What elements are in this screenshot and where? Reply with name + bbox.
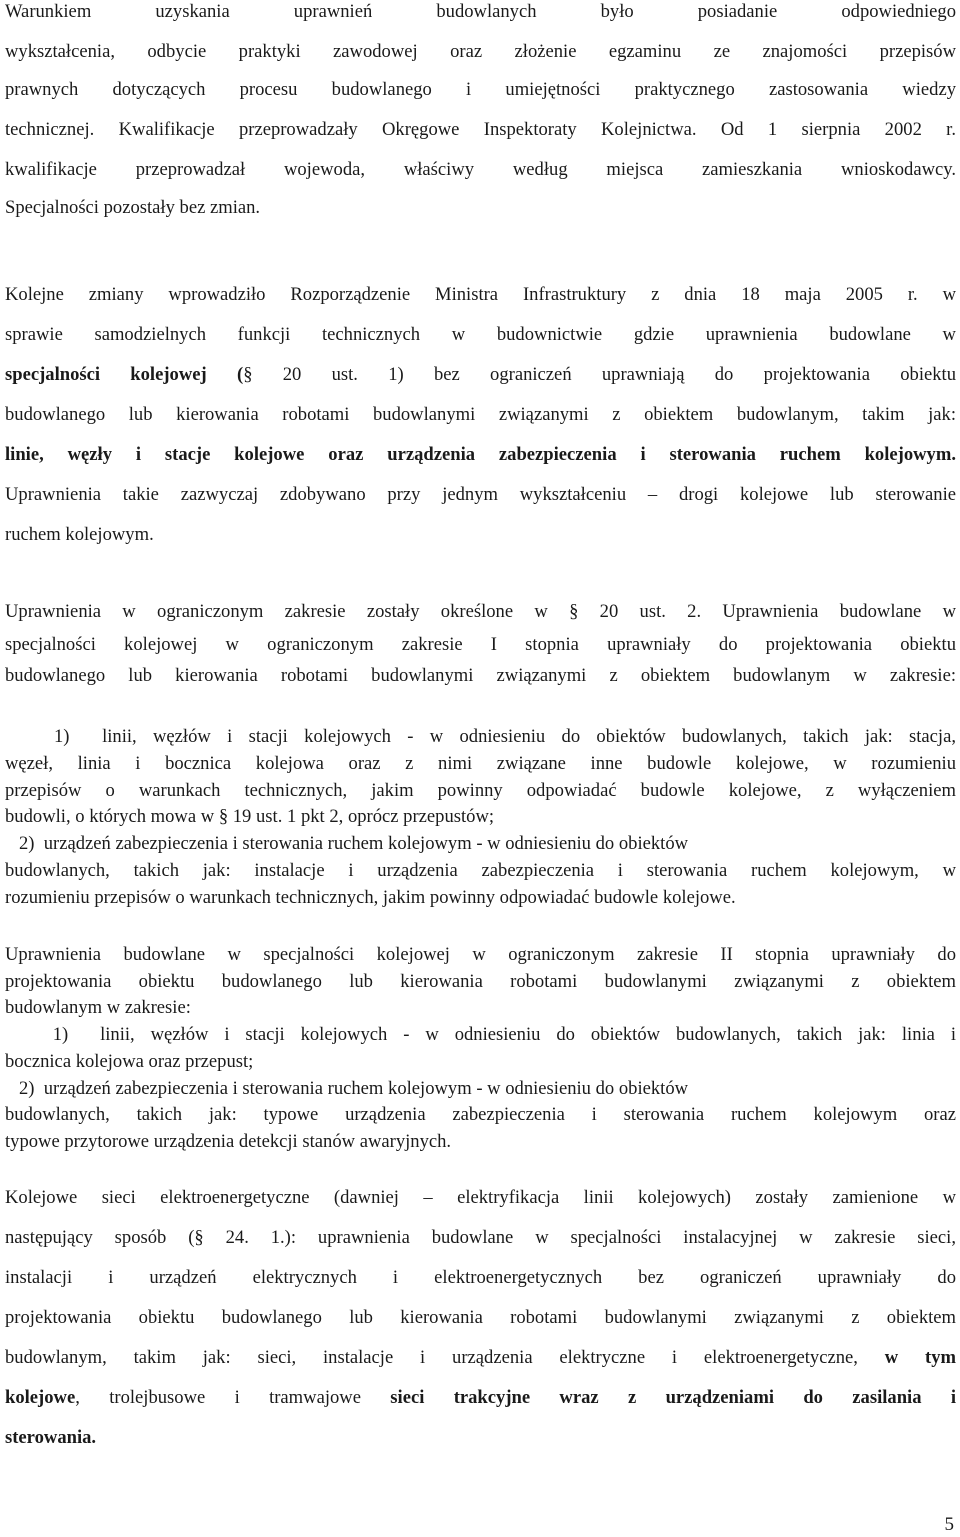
text-line: sprawie samodzielnych funkcji technicznych w budownictwie gdzie uprawnienia budowlane w	[5, 324, 956, 345]
section-sign: §	[569, 601, 579, 622]
text-line: instalacji i urządzeń elektrycznych i elektroenergetycznych bez ograniczeń uprawniały do	[5, 1267, 956, 1288]
text-line: Kolejowe sieci elektroenergetyczne (dawniej – elektryfikacja linii kolejowych) zostały zamienione w	[5, 1187, 956, 1208]
text-line: budowlanego lub kierowania robotami budowlanymi związanymi z obiektem budowlanym, takim jak:	[5, 404, 956, 425]
text-line: Uprawnienia budowlane w specjalności kolejowej w ograniczonym zakresie II stopnia uprawniały do	[5, 944, 956, 965]
section-sign: §	[218, 806, 229, 827]
text-line: kwalifikacje przeprowadzał wojewoda, właściwy według miejsca zamieszkania wnioskodawcy.	[5, 159, 956, 180]
text-line: specjalności kolejowej w ograniczonym zakresie I stopnia uprawniały do projektowania obiektu	[5, 634, 956, 655]
text-line: projektowania obiektu budowlanego lub kierowania robotami budowlanymi związanymi z obiektem	[5, 971, 956, 992]
text-line: budowlanych, takich jak: instalacje i urządzenia zabezpieczenia i sterowania ruchem kolejowym, w	[5, 860, 956, 881]
text-line: budowlanego lub kierowania robotami budowlanymi związanymi z obiektem budowlanym w zakresie:	[5, 665, 956, 686]
text-line: bocznica kolejowa oraz przepust;	[5, 1051, 254, 1072]
text-line: technicznej. Kwalifikacje przeprowadzały Okręgowe Inspektoraty Kolejnictwa. Od 1 sierpnia 2002 r.	[5, 119, 956, 140]
text-line: przepisów o warunkach technicznych, jakim powinny odpowiadać budowle kolejowe, z wyłączeniem	[5, 780, 956, 801]
list-item: 2) urządzeń zabezpieczenia i sterowania ruchem kolejowym - w odniesieniu do obiektów	[5, 1078, 689, 1099]
text-line: budowlanym, takim jak: sieci, instalacje i urządzenia elektryczne i elektroenergetyczne, w tym	[5, 1347, 956, 1368]
text-line: kolejowe, trolejbusowe i tramwajowe sieci trakcyjne wraz z urządzeniami do zasilania i	[5, 1387, 956, 1408]
list-item: 1) linii, węzłów i stacji kolejowych - w odniesieniu do obiektów budowlanych, takich jak: linia i	[5, 1024, 956, 1045]
text-line: typowe przytorowe urządzenia detekcji stanów awaryjnych.	[5, 1131, 452, 1152]
page-number: 5	[944, 1514, 954, 1535]
text-line: rozumieniu przepisów o warunkach technicznych, jakim powinny odpowiadać budowle kolejowe.	[5, 887, 736, 908]
text-line: linie, węzły i stacje kolejowe oraz urządzenia zabezpieczenia i sterowania ruchem kolejowym.	[5, 444, 956, 465]
text-line: prawnych dotyczących procesu budowlanego i umiejętności praktycznego zastosowania wiedzy	[5, 79, 956, 100]
text-line: Specjalności pozostały bez zmian.	[5, 197, 261, 218]
text-line: sterowania.	[5, 1427, 97, 1448]
text-line: Kolejne zmiany wprowadziło Rozporządzenie Ministra Infrastruktury z dnia 18 maja 2005 r. w	[5, 284, 956, 305]
text-line: budowli, o których mowa w § 19 ust. 1 pkt 2, oprócz przepustów;	[5, 806, 495, 827]
text-line: projektowania obiektu budowlanego lub kierowania robotami budowlanymi związanymi z obiektem	[5, 1307, 956, 1328]
text-line: ruchem kolejowym.	[5, 524, 154, 545]
text-line: specjalności kolejowej (§ 20 ust. 1) bez ograniczeń uprawniają do projektowania obiektu	[5, 364, 956, 385]
section-sign: §	[243, 364, 253, 385]
text-line: następujący sposób (§ 24. 1.): uprawnienia budowlane w specjalności instalacyjnej w zakresie sieci,	[5, 1227, 956, 1248]
text-line: Uprawnienia takie zazwyczaj zdobywano przy jednym wykształceniu – drogi kolejowe lub sterowanie	[5, 484, 956, 505]
list-item: 2) urządzeń zabezpieczenia i sterowania ruchem kolejowym - w odniesieniu do obiektów	[5, 833, 689, 854]
text-line: budowlanym w zakresie:	[5, 997, 191, 1018]
list-item: 1) linii, węzłów i stacji kolejowych - w odniesieniu do obiektów budowlanych, takich jak: stacja,	[5, 726, 956, 747]
text-line: Warunkiem uzyskania uprawnień budowlanych było posiadanie odpowiedniego	[5, 1, 956, 22]
section-sign: §	[194, 1227, 204, 1248]
text-line: budowlanych, takich jak: typowe urządzenia zabezpieczenia i sterowania ruchem kolejowym oraz	[5, 1104, 956, 1125]
text-line: Uprawnienia w ograniczonym zakresie zostały określone w § 20 ust. 2. Uprawnienia budowlane w	[5, 601, 956, 622]
text-line: wykształcenia, odbycie praktyki zawodowej oraz złożenie egzaminu ze znajomości przepisów	[5, 41, 956, 62]
text-line: węzeł, linia i bocznica kolejowa oraz z nimi związane inne budowle kolejowe, w rozumieniu	[5, 753, 956, 774]
